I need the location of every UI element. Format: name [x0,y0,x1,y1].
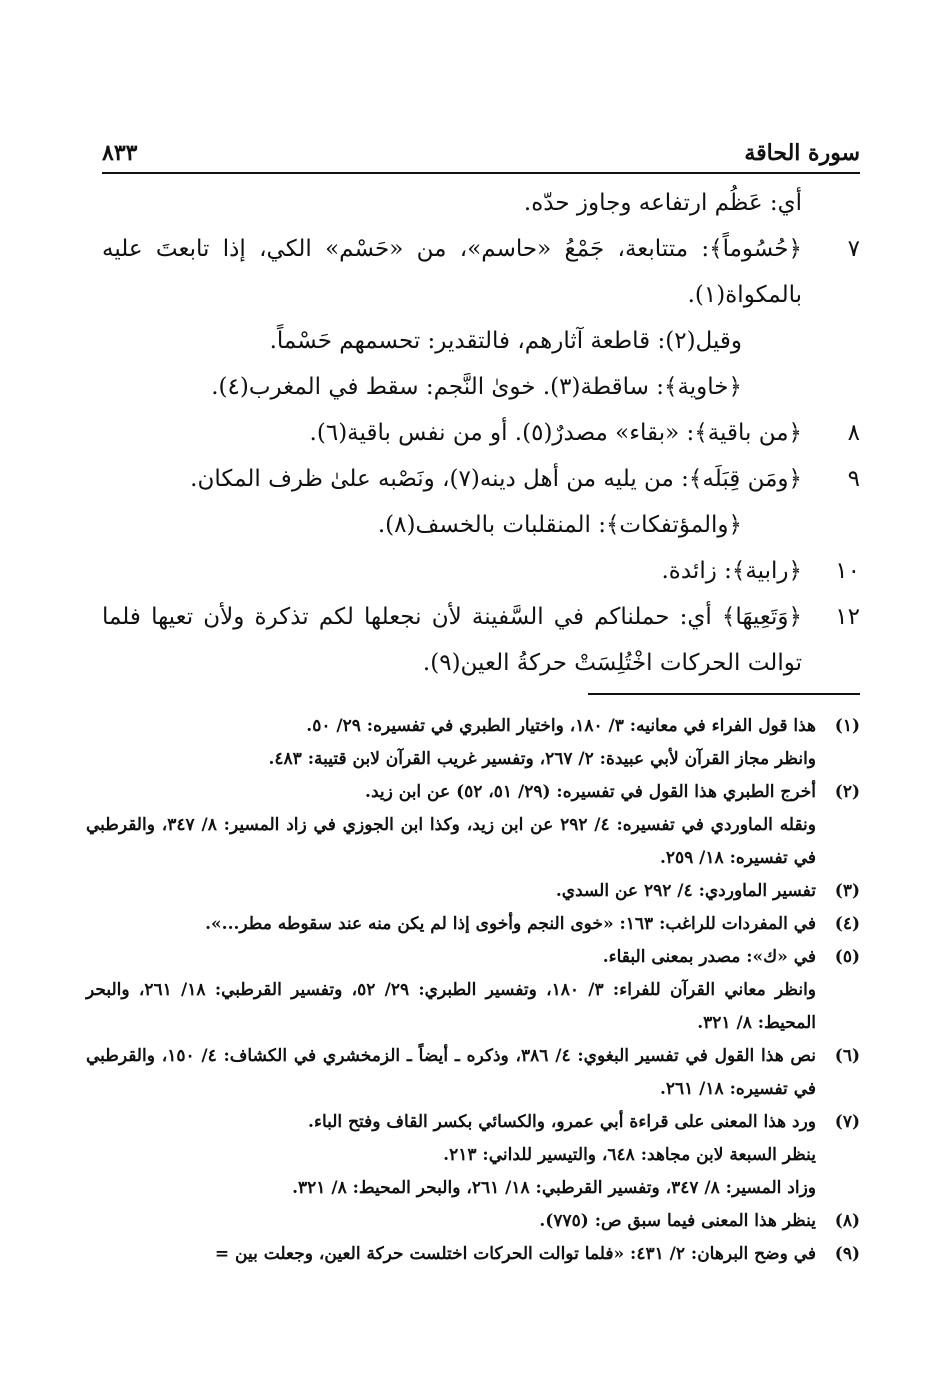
entry-text: أي: عَظُم ارتفاعه وجاوز حدّه. [523,190,802,216]
footnote-number: (٨) [834,1211,860,1231]
entry-text: ﴿والمؤتفكات﴾: المنقلبات بالخسف(٨). [377,512,742,538]
page-number: ٨٣٣ [102,140,138,166]
entry [102,364,860,410]
footnote [86,1205,860,1238]
footnote [86,941,860,1040]
footnote-text: في المفردات للراغب: ١٦٣: «خوى النجم وأخوى إذا لم يكن منه عند سقوطه مطر...». [205,914,816,934]
verse-number: ١٠ [835,558,860,584]
running-header [102,140,860,170]
entry-text: ﴿وَتَعِيهَا﴾ أي: حملناكم في السَّفينة لأن نجعلها لكم تذكرة ولأن تعيها فلما توالت الحركات اخْتُلِسَتْ حركةُ العين(٩). [102,604,802,676]
entry-text: ﴿حُسُوماً﴾: متتابعة، جَمْعُ «حاسم»، من «حَسْم» الكي، إذا تابعتَ عليه بالمكواة(١). [102,236,802,308]
entry-text: وقيل(٢): قاطعة آثارهم، فالتقدير: تحسمهم حَسْماً. [269,328,742,354]
footnote-text: ونقله الماوردي في تفسيره: ٤/ ٢٩٢ عن ابن زيد، وكذا ابن الجوزي في زاد المسير: ٨/ ٣٤٧، والقرطبي في تفسيره: ١٨/ ٢٥٩. [86,815,816,868]
footnote-separator [588,693,860,695]
footnote-text: ينظر السبعة لابن مجاهد: ٦٤٨، والتيسير للداني: ٢١٣. [443,1145,816,1165]
entry [102,180,860,226]
surah-title: سورة الحاقة [744,140,860,166]
entry-text: ﴿من باقية﴾: «بقاء» مصدرٌ(٥). أو من نفس باقية(٦). [309,420,802,446]
footnote [86,710,860,776]
footnote-text: ورد هذا المعنى على قراءة أبي عمرو، والكسائي بكسر القاف وفتح الباء. [308,1112,816,1132]
footnote [86,875,860,908]
verse-number: ٨ [847,420,860,446]
verse-number: ٩ [847,466,860,492]
header-rule [102,172,860,174]
footnote [86,1238,860,1271]
entry [102,594,860,686]
footnote-number: (٢) [834,782,860,802]
footnote-text: في وضح البرهان: ٢/ ٤٣١: «فلما توالت الحركات اختلست حركة العين، وجعلت بين = [214,1244,816,1264]
entry [102,410,860,456]
footnote [86,776,860,875]
entry [102,456,860,502]
footnote [86,1106,860,1205]
entry [102,548,860,594]
footnote-text: وانظر مجاز القرآن لأبي عبيدة: ٢/ ٢٦٧، وتفسير غريب القرآن لابن قتيبة: ٤٨٣. [268,749,816,769]
footnote-number: (٧) [834,1112,860,1132]
footnote-number: (٤) [834,914,860,934]
footnote-text: أخرج الطبري هذا القول في تفسيره: (٢٩/ ٥١، ٥٢) عن ابن زيد. [365,782,816,802]
verse-number: ٧ [847,236,860,262]
entry [102,502,860,548]
footnote-text: ينظر هذا المعنى فيما سبق ص: (٧٧٥). [539,1211,816,1231]
entry-text: ﴿ومَن قِبَلَه﴾: من يليه من أهل دينه(٧)، ونَصْبه علىٰ ظرف المكان. [190,466,802,492]
footnote-number: (٣) [834,881,860,901]
footnote-text: هذا قول الفراء في معانيه: ٣/ ١٨٠، واختيار الطبري في تفسيره: ٢٩/ ٥٠. [306,716,816,736]
footnote-number: (١) [834,716,860,736]
footnote [86,1040,860,1106]
entry [102,318,860,364]
footnote-text: في «ك»: مصدر بمعنى البقاء. [602,947,816,967]
footnote-text: وانظر معاني القرآن للفراء: ٣/ ١٨٠، وتفسير الطبري: ٢٩/ ٥٢، وتفسير القرطبي: ١٨/ ٢٦١، والبحر المحيط: ٨/ ٣٢١. [86,980,816,1033]
footnote-number: (٦) [834,1046,860,1066]
footnotes [86,710,860,1271]
footnote-number: (٩) [834,1244,860,1264]
footnote-number: (٥) [834,947,860,967]
footnote-text: تفسير الماوردي: ٤/ ٢٩٢ عن السدي. [555,881,816,901]
verse-number: ١٢ [835,604,860,630]
entry-text: ﴿خاوية﴾: ساقطة(٣). خوىٰ النَّجم: سقط في المغرب(٤). [211,374,742,400]
footnote-text: نص هذا القول في تفسير البغوي: ٤/ ٣٨٦، وذكره ـ أيضاً ـ الزمخشري في الكشاف: ٤/ ١٥٠، والقرطبي في تفسيره: ١٨/ ٢٦١. [86,1046,816,1099]
footnote-text: وزاد المسير: ٨/ ٣٤٧، وتفسير القرطبي: ١٨/ ٢٦١، والبحر المحيط: ٨/ ٣٢١. [292,1178,816,1198]
main-text [102,180,860,686]
footnote [86,908,860,941]
entry [102,226,860,318]
entry-text: ﴿رابية﴾: زائدة. [661,558,802,584]
